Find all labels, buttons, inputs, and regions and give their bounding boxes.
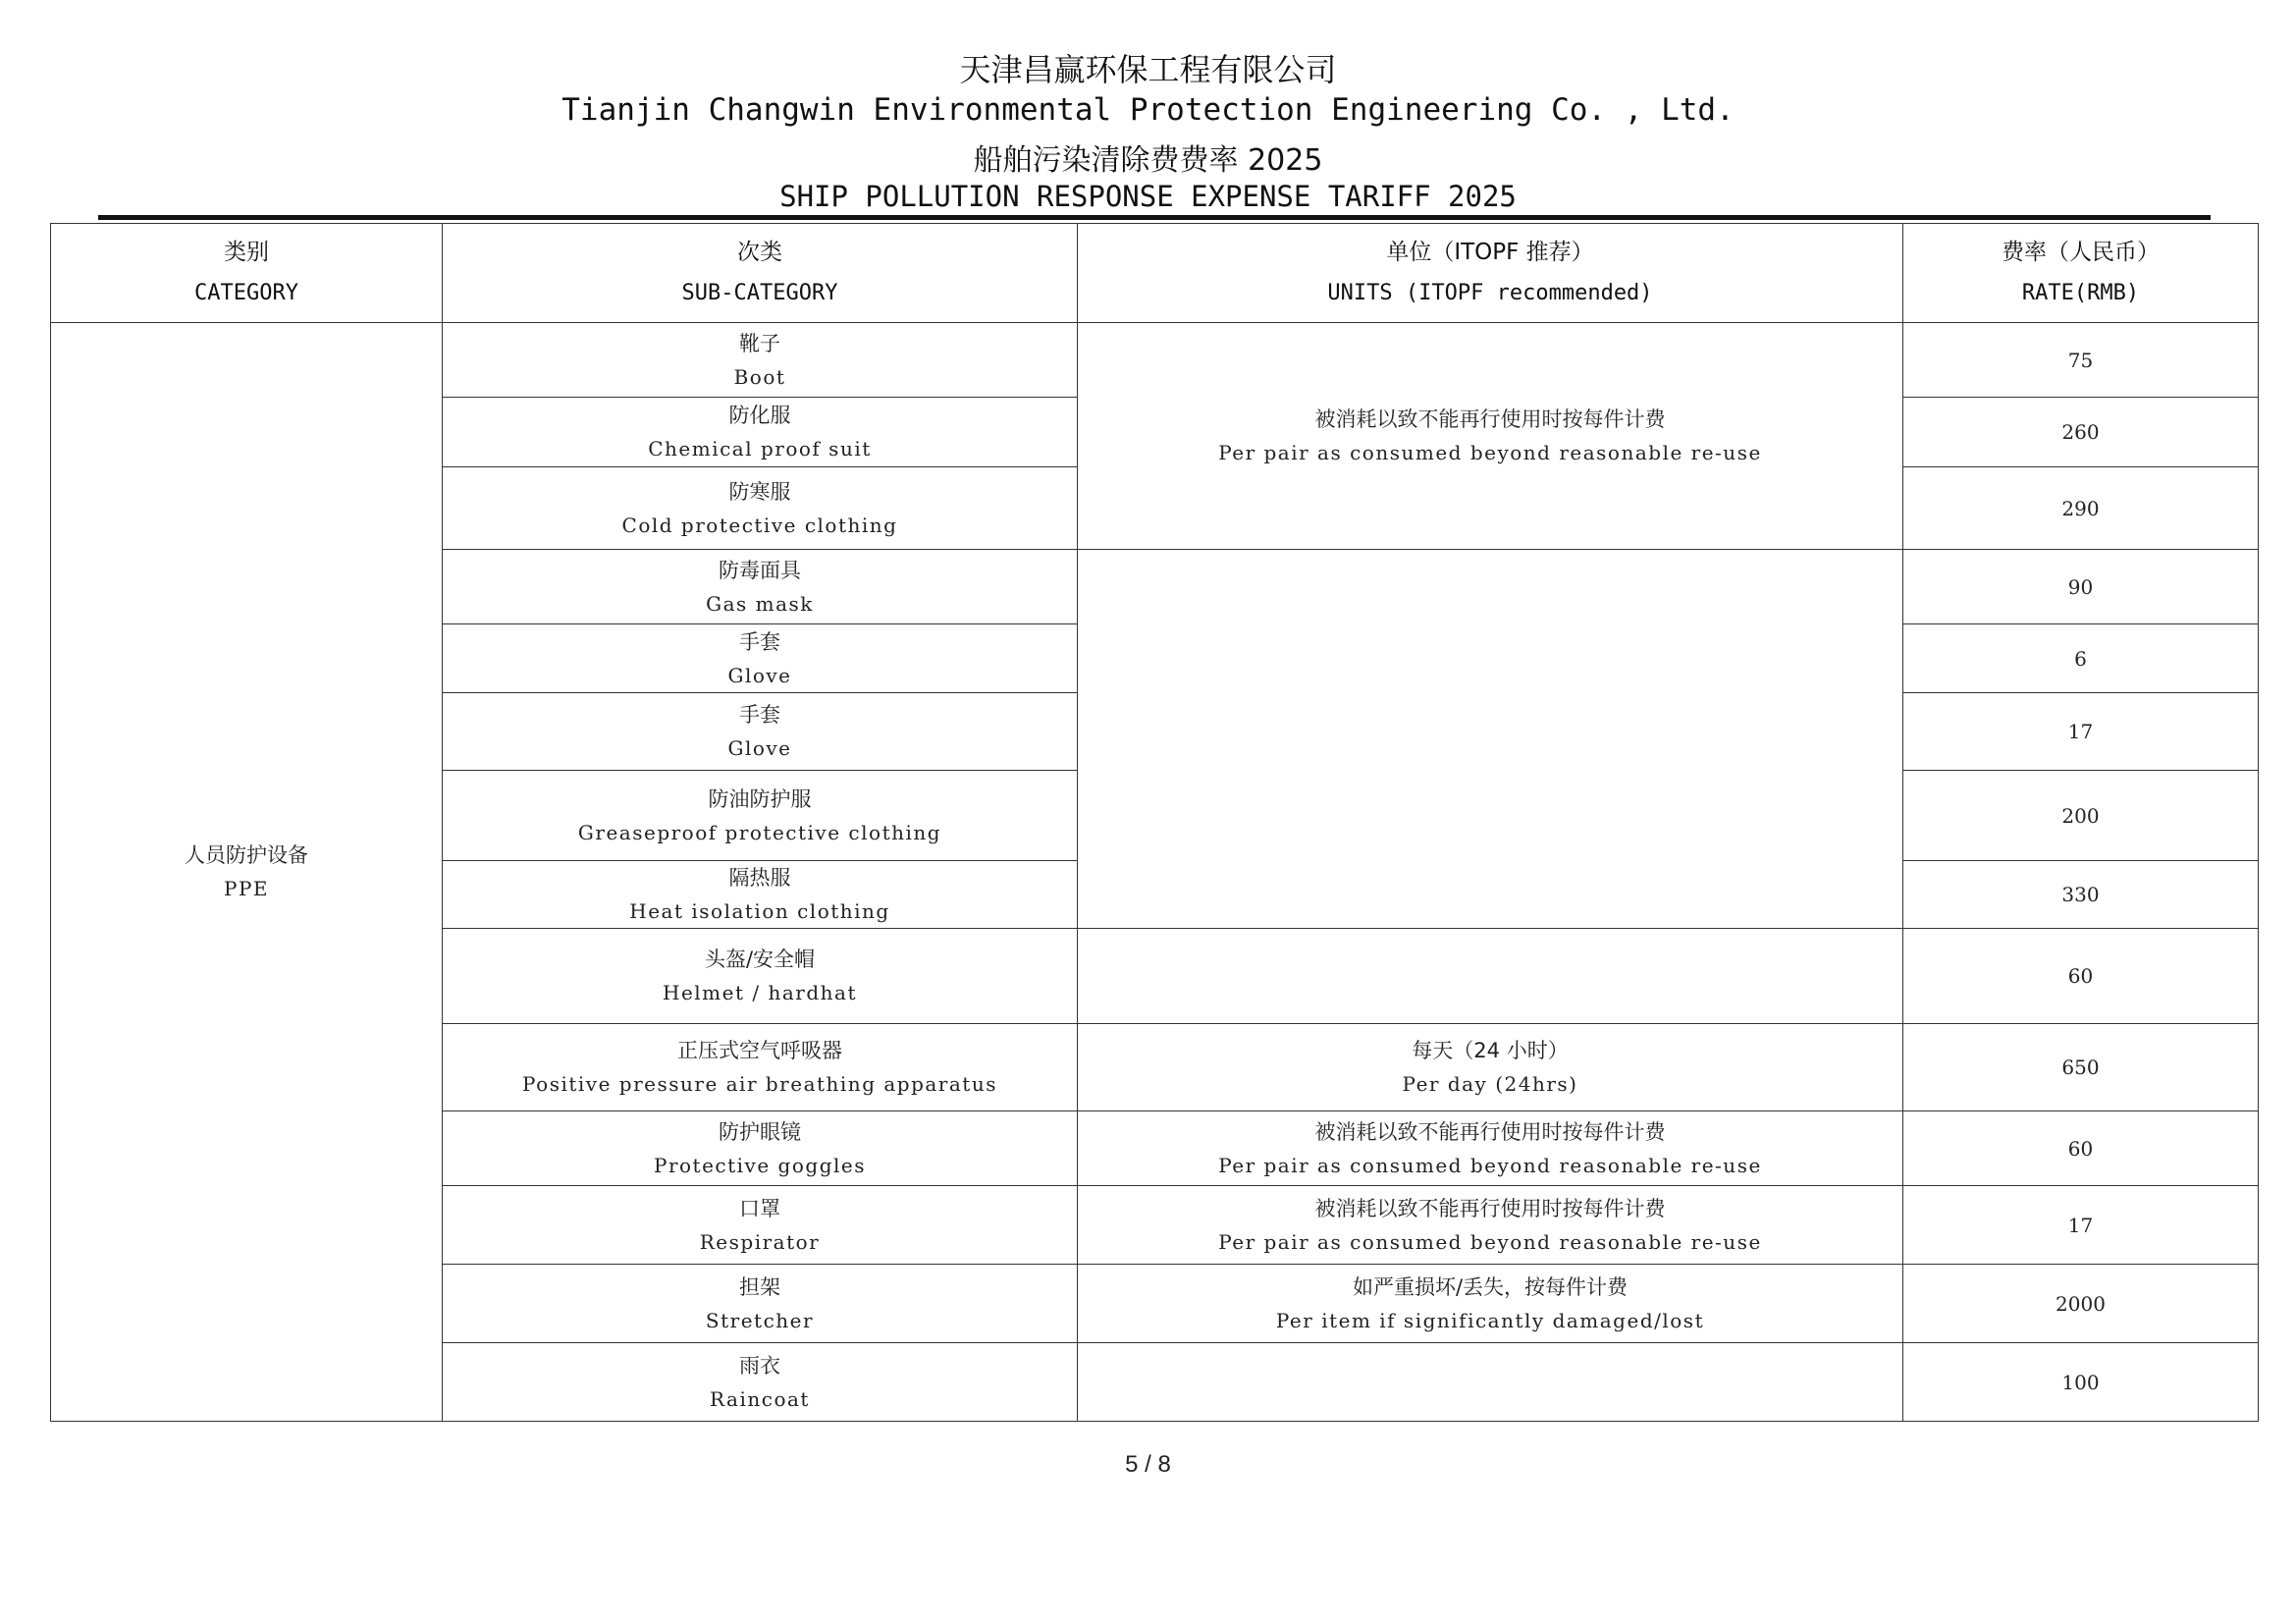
sub-category-cell: 手套 Glove xyxy=(443,693,1078,771)
sub-category-cell: 手套 Glove xyxy=(443,624,1078,693)
sub-category-cell: 雨衣 Raincoat xyxy=(443,1343,1078,1422)
table-header-row xyxy=(51,224,2259,323)
column-header-rate: 费率（人民币） RATE(RMB) xyxy=(1903,224,2259,323)
category-cell: 人员防护设备 PPE xyxy=(51,323,443,1422)
sub-category-cell: 头盔/安全帽 Helmet / hardhat xyxy=(443,929,1078,1024)
sub-category-cell: 靴子 Boot xyxy=(443,323,1078,398)
rate-cell: 90 xyxy=(1903,550,2259,624)
column-header-units: 单位（ITOPF 推荐） UNITS (ITOPF recommended) xyxy=(1078,224,1903,323)
sub-category-cell: 正压式空气呼吸器 Positive pressure air breathing apparatus xyxy=(443,1024,1078,1111)
sub-category-cell: 防油防护服 Greaseproof protective clothing xyxy=(443,771,1078,861)
units-cell: 如严重损坏/丢失，按每件计费 Per item if significantly damaged/lost xyxy=(1078,1265,1903,1343)
units-cell: 被消耗以致不能再行使用时按每件计费 Per pair as consumed beyond reasonable re-use xyxy=(1078,1111,1903,1186)
rate-cell: 75 xyxy=(1903,323,2259,398)
column-header-sub-category: 次类 SUB-CATEGORY xyxy=(443,224,1078,323)
sub-category-cell: 防化服 Chemical proof suit xyxy=(443,398,1078,467)
rate-cell: 60 xyxy=(1903,929,2259,1024)
rate-cell: 330 xyxy=(1903,861,2259,929)
units-cell: 被消耗以致不能再行使用时按每件计费 Per pair as consumed beyond reasonable re-use xyxy=(1078,1186,1903,1265)
units-cell: 每天（24 小时） Per day (24hrs) xyxy=(1078,1024,1903,1111)
table-row xyxy=(51,323,2259,398)
rate-cell: 17 xyxy=(1903,693,2259,771)
document-title-cn: 船舶污染清除费费率 2025 xyxy=(973,143,1323,178)
page-number: 5 / 8 xyxy=(1125,1451,1171,1478)
document-title-en: SHIP POLLUTION RESPONSE EXPENSE TARIFF 2025 xyxy=(779,180,1517,213)
tariff-table xyxy=(50,223,2259,1422)
rate-cell: 60 xyxy=(1903,1111,2259,1186)
company-name-en: Tianjin Changwin Environmental Protection Engineering Co. , Ltd. xyxy=(561,92,1735,128)
units-cell: 被消耗以致不能再行使用时按每件计费 Per pair as consumed beyond reasonable re-use xyxy=(1078,323,1903,550)
sub-category-cell: 担架 Stretcher xyxy=(443,1265,1078,1343)
sub-category-cell: 隔热服 Heat isolation clothing xyxy=(443,861,1078,929)
rate-cell: 650 xyxy=(1903,1024,2259,1111)
rate-cell: 200 xyxy=(1903,771,2259,861)
units-cell-empty xyxy=(1078,929,1903,1024)
rate-cell: 17 xyxy=(1903,1186,2259,1265)
sub-category-cell: 防毒面具 Gas mask xyxy=(443,550,1078,624)
rate-cell: 2000 xyxy=(1903,1265,2259,1343)
rate-cell: 260 xyxy=(1903,398,2259,467)
company-name-cn: 天津昌赢环保工程有限公司 xyxy=(959,51,1337,88)
sub-category-cell: 口罩 Respirator xyxy=(443,1186,1078,1265)
rate-cell: 290 xyxy=(1903,467,2259,550)
units-cell-empty xyxy=(1078,550,1903,929)
rate-cell: 100 xyxy=(1903,1343,2259,1422)
column-header-category: 类别 CATEGORY xyxy=(51,224,443,323)
header-divider xyxy=(98,215,2211,220)
rate-cell: 6 xyxy=(1903,624,2259,693)
sub-category-cell: 防寒服 Cold protective clothing xyxy=(443,467,1078,550)
units-cell-empty xyxy=(1078,1343,1903,1422)
sub-category-cell: 防护眼镜 Protective goggles xyxy=(443,1111,1078,1186)
